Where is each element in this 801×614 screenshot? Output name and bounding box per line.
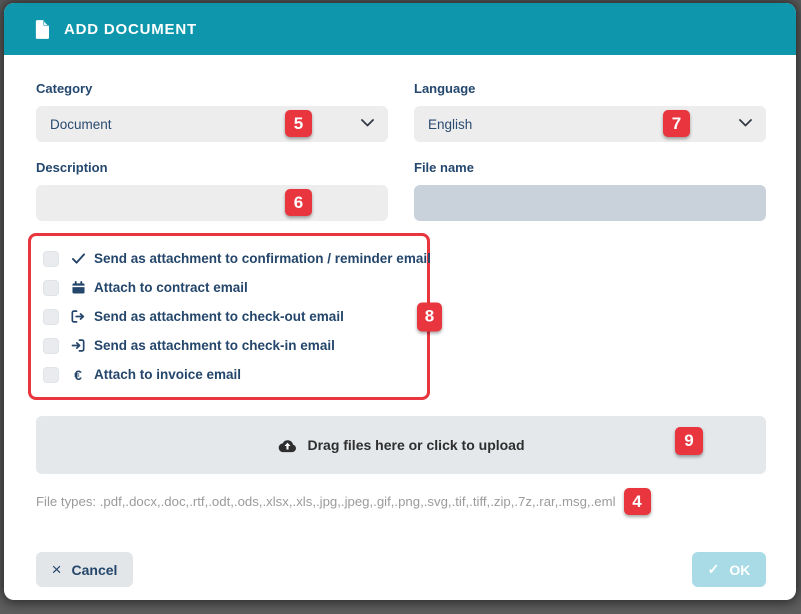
file-types-text: File types: .pdf,.docx,.doc,.rtf,.odt,.ods,.xlsx,.xls,.jpg,.jpeg,.gif,.png,.svg,.tif,.tiff,.zip,.7z,.rar,.msg,.eml xyxy=(36,494,616,509)
document-icon xyxy=(34,20,49,39)
cloud-upload-icon xyxy=(277,438,298,453)
add-document-dialog xyxy=(4,3,796,600)
checkbox[interactable] xyxy=(43,367,59,383)
checkbox[interactable] xyxy=(43,309,59,325)
dialog-header xyxy=(4,3,796,55)
step-badge-5: 5 xyxy=(285,110,312,137)
checkbox-row-check-out-email[interactable]: Send as attachment to check-out email xyxy=(41,302,417,331)
file-name-label: File name xyxy=(414,160,474,175)
calendar-icon xyxy=(68,281,88,294)
dialog-footer xyxy=(4,552,796,600)
checkbox[interactable] xyxy=(43,251,59,267)
checkbox-row-confirmation-email[interactable]: Send as attachment to confirmation / reminder email xyxy=(41,244,417,273)
category-value: Document xyxy=(50,116,112,132)
category-select[interactable] xyxy=(36,106,388,142)
step-badge-4: 4 xyxy=(624,488,651,515)
check-icon xyxy=(68,253,88,264)
category-label: Category xyxy=(36,81,93,96)
description-input[interactable] xyxy=(36,185,388,221)
language-select[interactable] xyxy=(414,106,766,142)
checkbox[interactable] xyxy=(43,280,59,296)
sign-out-icon xyxy=(68,310,88,323)
dialog-body xyxy=(4,55,796,552)
checkbox[interactable] xyxy=(43,338,59,354)
checkbox-row-invoice-email[interactable]: € Attach to invoice email xyxy=(41,360,417,389)
step-badge-9: 9 xyxy=(675,427,703,455)
checkbox-row-contract-email[interactable]: Attach to contract email xyxy=(41,273,417,302)
cancel-button[interactable]: × Cancel xyxy=(36,552,133,587)
step-badge-6: 6 xyxy=(285,189,312,216)
language-label: Language xyxy=(414,81,476,96)
chevron-down-icon xyxy=(361,119,374,127)
close-icon: × xyxy=(51,559,62,579)
ok-button[interactable]: ✓ OK xyxy=(692,552,766,587)
sign-in-icon xyxy=(68,339,88,352)
email-attachment-options-group xyxy=(28,233,435,400)
upload-label: Drag files here or click to upload xyxy=(307,437,525,453)
file-types-row xyxy=(36,488,766,515)
step-badge-8: 8 xyxy=(417,302,442,331)
step-badge-7: 7 xyxy=(663,110,690,137)
euro-icon: € xyxy=(74,366,82,383)
description-label: Description xyxy=(36,160,108,175)
language-value: English xyxy=(428,116,473,132)
check-icon: ✓ xyxy=(707,561,720,577)
dialog-title: ADD DOCUMENT xyxy=(64,20,197,38)
chevron-down-icon xyxy=(739,119,752,127)
file-upload-dropzone[interactable] xyxy=(36,416,766,474)
file-name-input xyxy=(414,185,766,221)
checkbox-row-check-in-email[interactable]: Send as attachment to check-in email xyxy=(41,331,417,360)
